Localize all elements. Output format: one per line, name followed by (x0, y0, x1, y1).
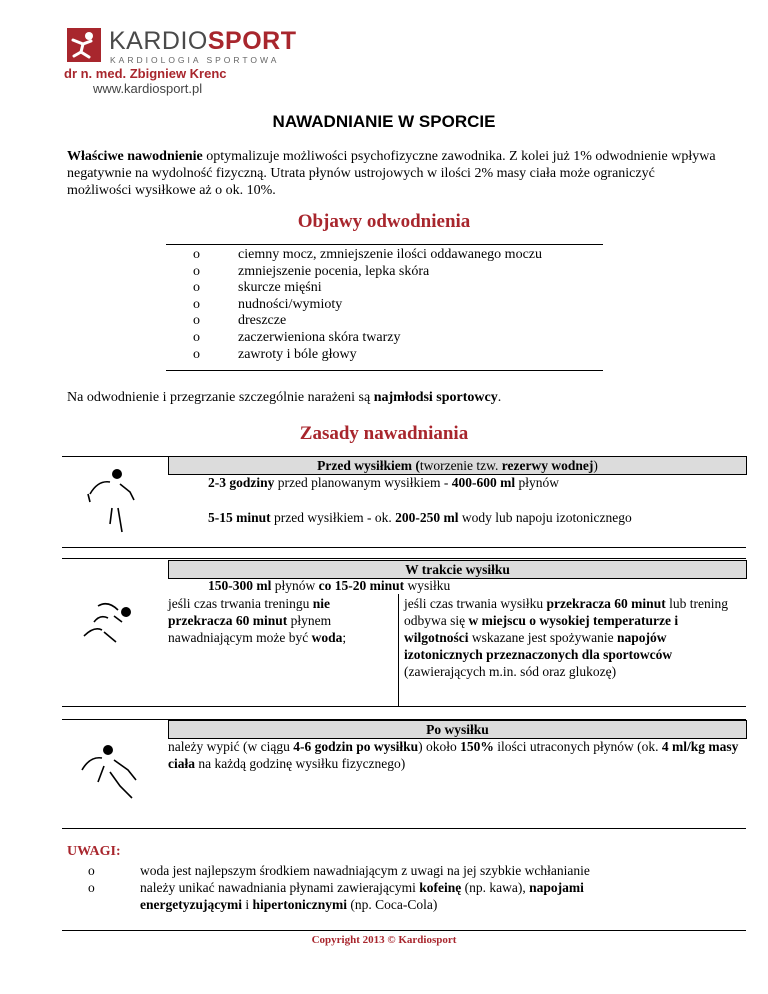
during-top-divider (62, 558, 746, 559)
after-bottom-divider (62, 828, 746, 829)
before-line-2: 5-15 minut przed wysiłkiem - ok. 200-250 ml wody lub napoju izotonicznego (208, 510, 632, 525)
note-paragraph: Na odwodnienie i przegrzanie szczególnie narażeni są najmłodsi sportowcy. (67, 390, 502, 405)
list-item: o ciemny mocz, zmniejszenie ilości oddawanego moczu (193, 247, 543, 262)
list-item: o zmniejszenie pocenia, lepka skóra (193, 263, 430, 279)
runner-standing-icon (80, 464, 150, 544)
website-link[interactable]: www.kardiosport.pl (93, 81, 203, 96)
copyright-text: Copyright 2013 © Kardiosport (311, 934, 457, 946)
logo-icon (67, 28, 101, 62)
list-item: o należy unikać nawadniania płynami zawierającymi kofeinę (np. kawa), napojami energetyzującymi i hipertonicznymi (np. Coca-Cola) (88, 880, 584, 912)
remarks-label: UWAGI: (67, 844, 121, 859)
list-item: o woda jest najlepszym środkiem nawadniającym z uwagi na jej szybkie wchłanianie (88, 863, 590, 878)
before-line-1: 2-3 godziny przed planowanym wysiłkiem - 400-600 ml płynów (208, 475, 559, 490)
footer-divider (62, 930, 746, 931)
before-bottom-divider (62, 547, 746, 548)
intro-paragraph: Właściwe nawodnienie optymalizuje możliwości psychofizyczne zawodnika. Z kolei już 1% odwodnienie wpływa negatywnie na wydolność fizyczną. Utrata płynów ustrojowych w ilości 2% masy ciała może ograniczyć możliwości wysiłkowe aż o ok. 10%. (67, 149, 716, 198)
brand-name: KARDIOSPORT (109, 27, 297, 55)
runner-sprinting-icon (76, 592, 156, 657)
list-item: o skurcze mięśni (193, 280, 322, 296)
during-bottom-divider (62, 706, 746, 707)
list-item: o nudności/wymioty (193, 296, 343, 312)
runner-jumping-icon (74, 736, 154, 813)
symptoms-top-divider (166, 244, 603, 245)
during-line-1: 150-300 ml płynów co 15-20 minut wysiłku (208, 578, 451, 593)
symptoms-heading: Objawy odwodnienia (297, 211, 471, 232)
before-header: Przed wysiłkiem (tworzenie tzw. rezerwy wodnej) (168, 456, 747, 475)
symptoms-list (193, 247, 542, 363)
list-item: o zawroty i bóle głowy (193, 346, 357, 362)
during-left-column: jeśli czas trwania treningu nie przekracza 60 minut płynem nawadniającym może być woda; (168, 596, 347, 645)
after-header: Po wysiłku (168, 720, 747, 739)
rules-heading: Zasady nawadniania (299, 423, 469, 444)
symptoms-bottom-divider (166, 370, 603, 371)
during-header: W trakcie wysiłku (168, 560, 747, 579)
list-item: o dreszcze (193, 313, 287, 329)
doctor-name: dr n. med. Zbigniew Krenc (64, 66, 227, 81)
brand-subtitle: KARDIOLOGIA SPORTOWA (110, 55, 280, 65)
list-item: o zaczerwieniona skóra twarzy (193, 329, 401, 345)
during-column-divider (398, 594, 399, 706)
page-title: NAWADNIANIE W SPORCIE (272, 112, 496, 131)
during-right-column: jeśli czas trwania wysiłku przekracza 60 minut lub trening odbywa się w miejscu o wysokiej temperaturze i wilgotności wskazane jest spożywanie napojów izotonicznych przeznaczonych dla sportowców (zawierających m.in. sód oraz glukozę) (404, 596, 728, 679)
remarks-list (67, 862, 660, 913)
after-text: należy wypić (w ciągu 4-6 godzin po wysiłku) około 150% ilości utraconych płynów (ok. 4 ml/kg masy ciała na każdą godzinę wysiłku fizycznego) (168, 739, 739, 771)
